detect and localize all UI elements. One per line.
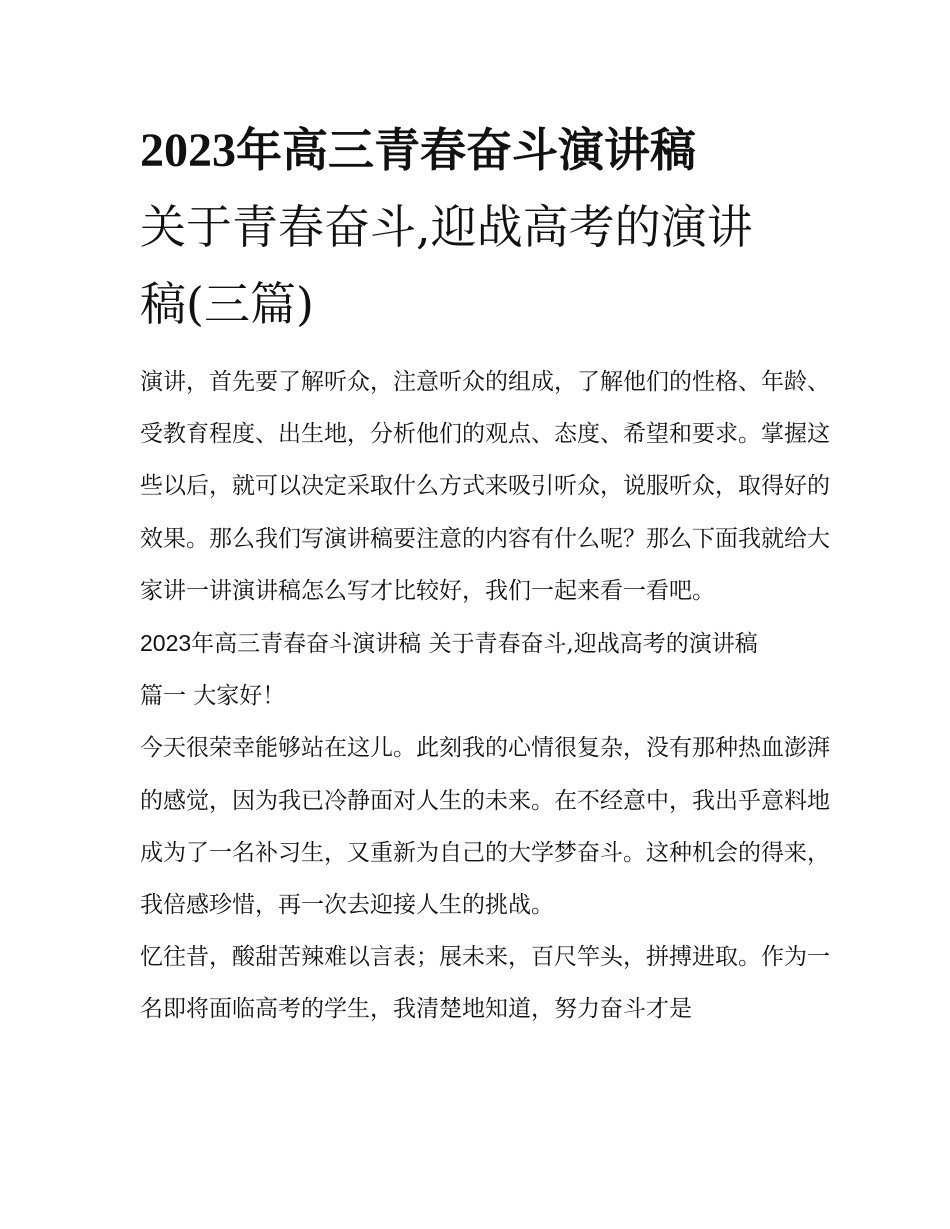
title-line-1-text: 年高三青春奋斗演讲稿	[236, 123, 696, 177]
subtitle-text: 年高三青春奋斗演讲稿 关于青春奋斗,迎战高考的演讲稿	[191, 631, 758, 658]
title-year: 2023	[140, 124, 236, 177]
section-header: 篇一 大家好！	[140, 683, 286, 710]
title-line-2: 关于青春奋斗,迎战高考的演讲	[140, 200, 753, 254]
document-body	[140, 356, 830, 1036]
title-line-3: 稿(三篇)	[140, 277, 314, 331]
subtitle-line	[140, 617, 830, 670]
body-paragraph-1: 今天很荣幸能够站在这儿。此刻我的心情很复杂，没有那种热血澎湃的感觉，因为我已冷静面对人生的未来。在不经意中，我出乎意料地成为了一名补习生，又重新为自己的大学梦奋斗。这种机会的得来，我倍感珍惜，再一次去迎接人生的挑战。	[140, 735, 830, 919]
intro-paragraph: 演讲，首先要了解听众，注意听众的组成，了解他们的性格、年龄、受教育程度、出生地，分析他们的观点、态度、希望和要求。掌握这些以后，就可以决定采取什么方式来吸引听众，说服听众，取得好的效果。那么我们写演讲稿要注意的内容有什么呢？那么下面我就给大家讲一讲演讲稿怎么写才比较好，我们一起来看一看吧。	[140, 369, 830, 604]
document-title	[140, 112, 840, 343]
body-paragraph-2: 忆往昔，酸甜苦辣难以言表；展未来，百尺竿头，拼搏进取。作为一名即将面临高考的学生，我清楚地知道，努力奋斗才是	[140, 944, 830, 1023]
subtitle-year: 2023	[140, 630, 192, 657]
title-line-1	[140, 112, 840, 189]
